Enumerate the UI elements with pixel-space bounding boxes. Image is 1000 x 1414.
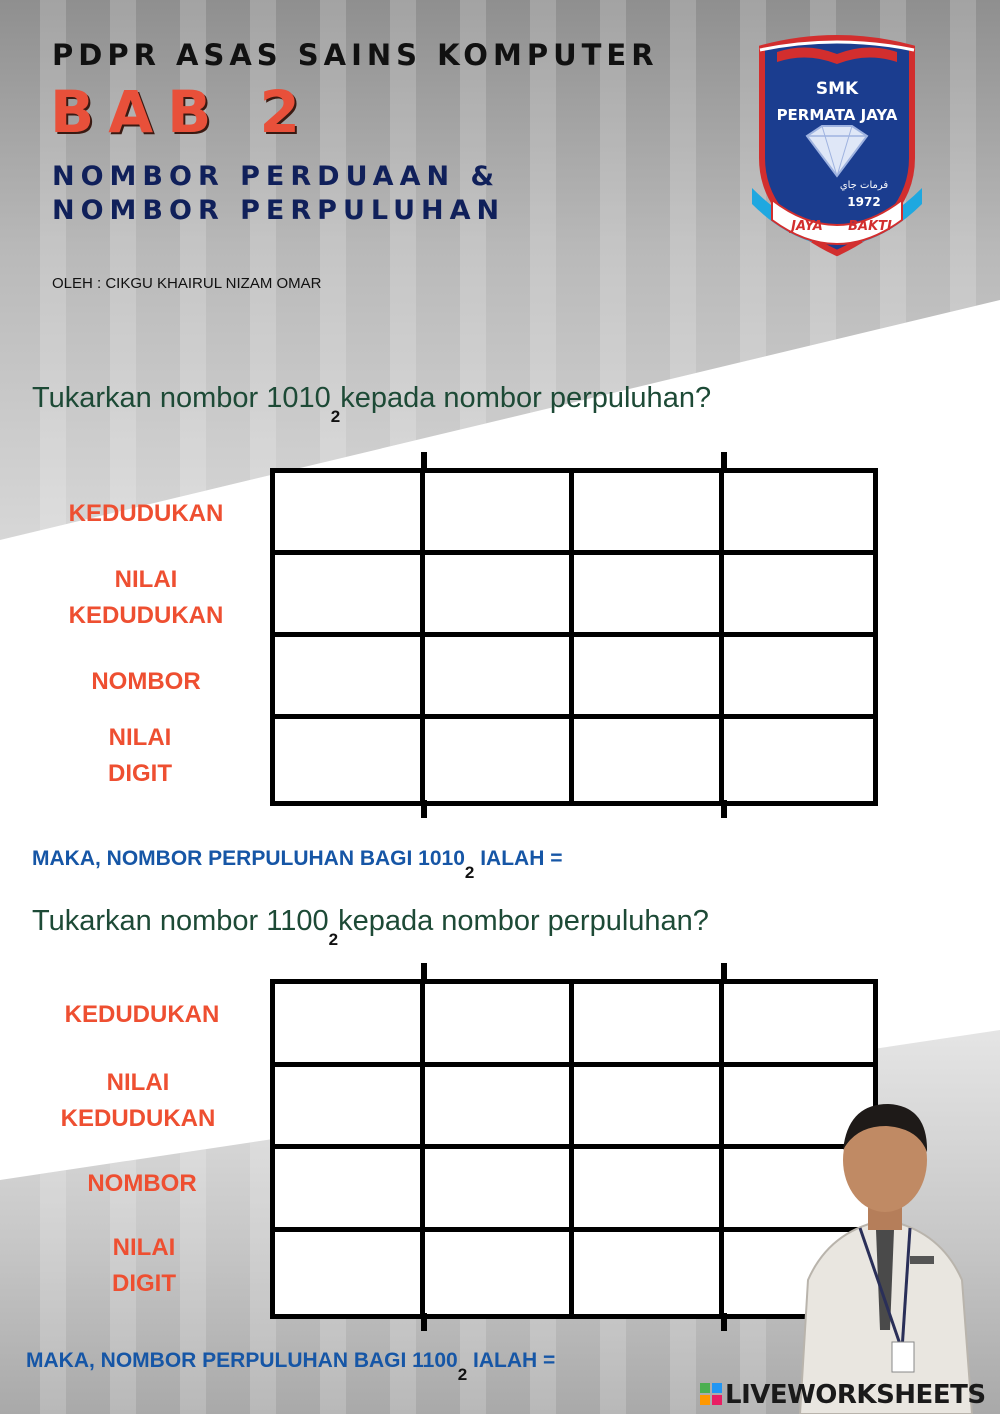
row-label-nilai-kedudukan: NILAI KEDUDUKAN — [60, 1069, 216, 1132]
grid-cell[interactable] — [574, 473, 724, 555]
grid-tick — [721, 800, 727, 818]
grid-cell[interactable] — [724, 719, 874, 801]
grid-tick — [721, 1313, 727, 1331]
course-title: PDPR ASAS SAINS KOMPUTER — [52, 38, 659, 72]
grid-cell[interactable] — [574, 1232, 724, 1315]
question-1-prefix: Tukarkan nombor 1010 — [32, 382, 331, 414]
grid-cell[interactable] — [425, 555, 575, 637]
grid-tick — [721, 452, 727, 470]
grid-cell[interactable] — [275, 1067, 425, 1150]
grid-tick — [721, 963, 727, 981]
grid-cell[interactable] — [724, 555, 874, 637]
question-2 — [32, 905, 709, 949]
crest-line1: SMK — [815, 79, 859, 99]
teacher-photo — [790, 1080, 980, 1414]
topic-line-2: NOMBOR PERPULUHAN — [52, 195, 506, 226]
answer-1 — [32, 847, 563, 883]
conversion-grid-1 — [270, 468, 878, 806]
grid-cell[interactable] — [275, 1232, 425, 1315]
grid-cell[interactable] — [425, 1232, 575, 1315]
grid-cell[interactable] — [574, 637, 724, 719]
crest-motto-left: JAYA — [791, 219, 823, 234]
grid-cell[interactable] — [275, 719, 425, 801]
liveworksheets-logo-icon — [700, 1383, 722, 1405]
grid-cell[interactable] — [574, 719, 724, 801]
question-2-suffix: kepada nombor perpuluhan? — [338, 905, 709, 937]
crest-year: 1972 — [847, 195, 881, 209]
question-1-suffix: kepada nombor perpuluhan? — [340, 382, 712, 414]
grid-cell[interactable] — [425, 984, 575, 1067]
question-1 — [32, 382, 712, 426]
answer-2-base: 2 — [457, 1365, 468, 1385]
liveworksheets-watermark[interactable] — [700, 1380, 986, 1410]
grid-cell[interactable] — [275, 473, 425, 555]
row-label-nilai-digit: NILAI DIGIT — [108, 724, 172, 787]
topic-title — [52, 160, 505, 228]
crest-motto-right: BAKTI — [848, 219, 892, 234]
grid-cell[interactable] — [724, 637, 874, 719]
row-label-nombor: NOMBOR — [87, 1170, 197, 1197]
byline: OLEH : CIKGU KHAIRUL NIZAM OMAR — [52, 275, 322, 292]
question-2-base: 2 — [328, 929, 339, 949]
grid-tick — [421, 963, 427, 981]
grid-cell[interactable] — [574, 1067, 724, 1150]
topic-line-1: NOMBOR PERDUAAN & — [52, 161, 501, 192]
watermark-text: LIVEWORKSHEETS — [725, 1380, 986, 1410]
question-2-prefix: Tukarkan nombor 1100 — [32, 905, 329, 937]
grid-cell[interactable] — [425, 637, 575, 719]
crest-line2: PERMATA JAYA — [776, 106, 898, 124]
grid-cell[interactable] — [724, 473, 874, 555]
school-crest — [752, 28, 922, 258]
grid-cell[interactable] — [425, 1067, 575, 1150]
conversion-grid-2 — [270, 979, 878, 1319]
row-label-kedudukan: KEDUDUKAN — [68, 500, 224, 527]
grid-cell[interactable] — [425, 1149, 575, 1232]
question-1-base: 2 — [330, 406, 341, 426]
grid-cell[interactable] — [724, 984, 874, 1067]
row-label-nombor: NOMBOR — [91, 668, 201, 695]
answer-1-base: 2 — [464, 863, 475, 883]
grid-cell[interactable] — [574, 1149, 724, 1232]
row-label-nilai-kedudukan: NILAI KEDUDUKAN — [68, 566, 224, 629]
answer-2 — [26, 1349, 556, 1385]
grid-cell[interactable] — [275, 1149, 425, 1232]
answer-1-prefix: MAKA, NOMBOR PERPULUHAN BAGI 1010 — [32, 847, 465, 870]
grid-cell[interactable] — [425, 473, 575, 555]
answer-2-prefix: MAKA, NOMBOR PERPULUHAN BAGI 1100 — [26, 1349, 458, 1372]
grid-cell[interactable] — [275, 984, 425, 1067]
grid-cell[interactable] — [574, 984, 724, 1067]
answer-2-suffix: IALAH = — [473, 1349, 556, 1372]
grid-tick — [421, 452, 427, 470]
grid-tick — [421, 800, 427, 818]
row-label-kedudukan: KEDUDUKAN — [64, 1001, 220, 1028]
chapter-title: BAB 2 — [50, 78, 314, 146]
grid-tick — [421, 1313, 427, 1331]
grid-cell[interactable] — [275, 637, 425, 719]
crest-jawi: فرمات جاي — [839, 180, 889, 191]
grid-cell[interactable] — [425, 719, 575, 801]
answer-1-suffix: IALAH = — [480, 847, 563, 870]
grid-cell[interactable] — [574, 555, 724, 637]
grid-cell[interactable] — [275, 555, 425, 637]
row-label-nilai-digit: NILAI DIGIT — [112, 1234, 176, 1297]
